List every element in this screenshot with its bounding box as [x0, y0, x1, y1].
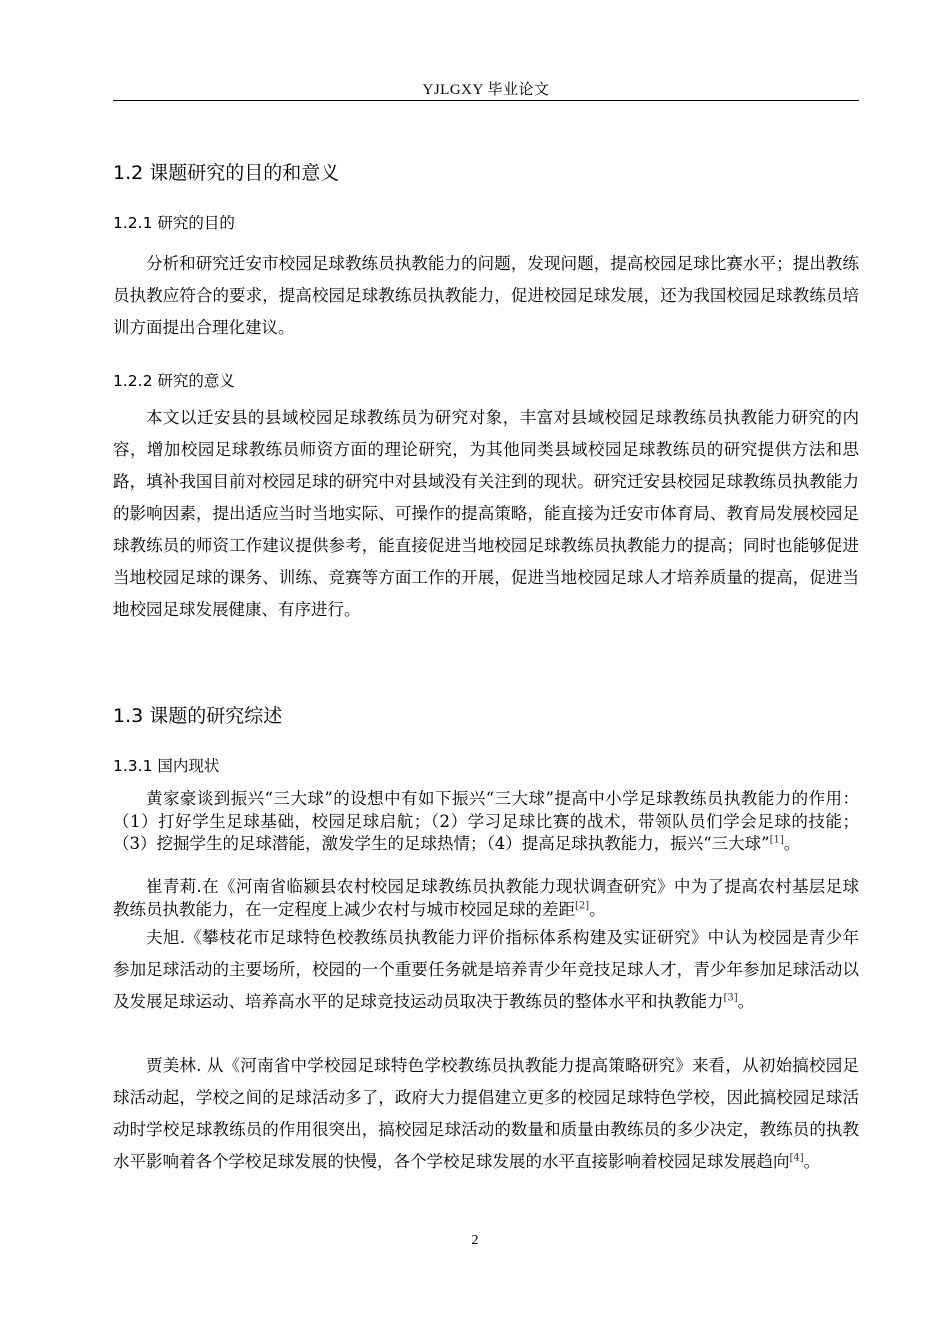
- paragraph-end: 。: [589, 899, 606, 919]
- paragraph-end: 。: [783, 834, 801, 853]
- subsection-heading-1-2-1: 1.2.1 研究的目的: [113, 214, 235, 232]
- paragraph-review-fu: [113, 922, 859, 1018]
- paragraph-review-jia: [113, 1050, 859, 1178]
- citation-marker: [1]: [769, 834, 784, 846]
- citation-marker: [4]: [789, 1152, 804, 1164]
- subsection-heading-1-3-1: 1.3.1 国内现状: [113, 757, 220, 775]
- paragraph-review-huang: [113, 788, 859, 856]
- paragraph-research-purpose: 分析和研究迁安市校园足球教练员执教能力的问题，发现问题，提高校园足球比赛水平；提出教练员执教应符合的要求，提高校园足球教练员执教能力，促进校园足球发展，还为我国校园足球教练员培训方面提出合理化建议。: [113, 254, 859, 337]
- header-rule: [113, 100, 859, 101]
- section-heading-1-3: 1.3 课题的研究综述: [113, 705, 283, 727]
- section-heading-1-2: 1.2 课题研究的目的和意义: [113, 162, 340, 184]
- paragraph-text: 黄家豪谈到振兴“三大球”的设想中有如下振兴“三大球”提高中小学足球教练员执教能力的作用：（1）打好学生足球基础，校园足球启航；（2）学习足球比赛的战术，带领队员们学会足球的技能；（3）挖掘学生的足球潜能，激发学生的足球热情；（4）提高足球执教能力，振兴“三大球”: [113, 789, 859, 853]
- paragraph-research-significance: 本文以迁安县的县域校园足球教练员为研究对象，丰富对县域校园足球教练员执教能力研究的内容，增加校园足球教练员师资方面的理论研究，为其他同类县域校园足球教练员的研究提供方法和思路，填补我国目前对校园足球的研究中对县域没有关注到的现状。研究迁安县校园足球教练员执教能力的影响因素，提出适应当时当地实际、可操作的提高策略，能直接为迁安市体育局、教育局发展校园足球教练员的师资工作建议提供参考，能直接促进当地校园足球教练员执教能力的提高；同时也能够促进当地校园足球的课务、训练、竞赛等方面工作的开展，促进当地校园足球人才培养质量的提高，促进当地校园足球发展健康、有序进行。: [113, 408, 859, 619]
- subsection-heading-1-2-2: 1.2.2 研究的意义: [113, 372, 235, 390]
- paragraph-text: 夫旭.《攀枝花市足球特色校教练员执教能力评价指标体系构建及实证研究》中认为校园是青少年参加足球活动的主要场所，校园的一个重要任务就是培养青少年竞技足球人才，青少年参加足球活动以及发展足球运动、培养高水平的足球竞技运动员取决于教练员的整体水平和执教能力: [113, 928, 859, 1011]
- paragraph-text: 崔青莉.在《河南省临颍县农村校园足球教练员执教能力现状调查研究》中为了提高农村基层足球教练员执教能力，在一定程度上减少农村与城市校园足球的差距: [113, 877, 859, 919]
- paragraph-review-cui: [113, 876, 859, 921]
- running-header: YJLGXY 毕业论文: [422, 82, 550, 98]
- paragraph-end: 。: [803, 1152, 821, 1171]
- citation-marker: [3]: [723, 992, 738, 1004]
- paragraph-text: 贾美林. 从《河南省中学校园足球特色学校教练员执教能力提高策略研究》来看，从初始搞校园足球活动起，学校之间的足球活动多了，政府大力提倡建立更多的校园足球特色学校，因此搞校园足球活动时学校足球教练员的作用很突出，搞校园足球活动的数量和质量由教练员的多少决定，教练员的执教水平影响着各个学校足球发展的快慢，各个学校足球发展的水平直接影响着校园足球发展趋向: [113, 1056, 859, 1171]
- citation-marker: [2]: [575, 900, 590, 911]
- paragraph-end: 。: [737, 992, 755, 1011]
- page-number: 2: [471, 1233, 479, 1248]
